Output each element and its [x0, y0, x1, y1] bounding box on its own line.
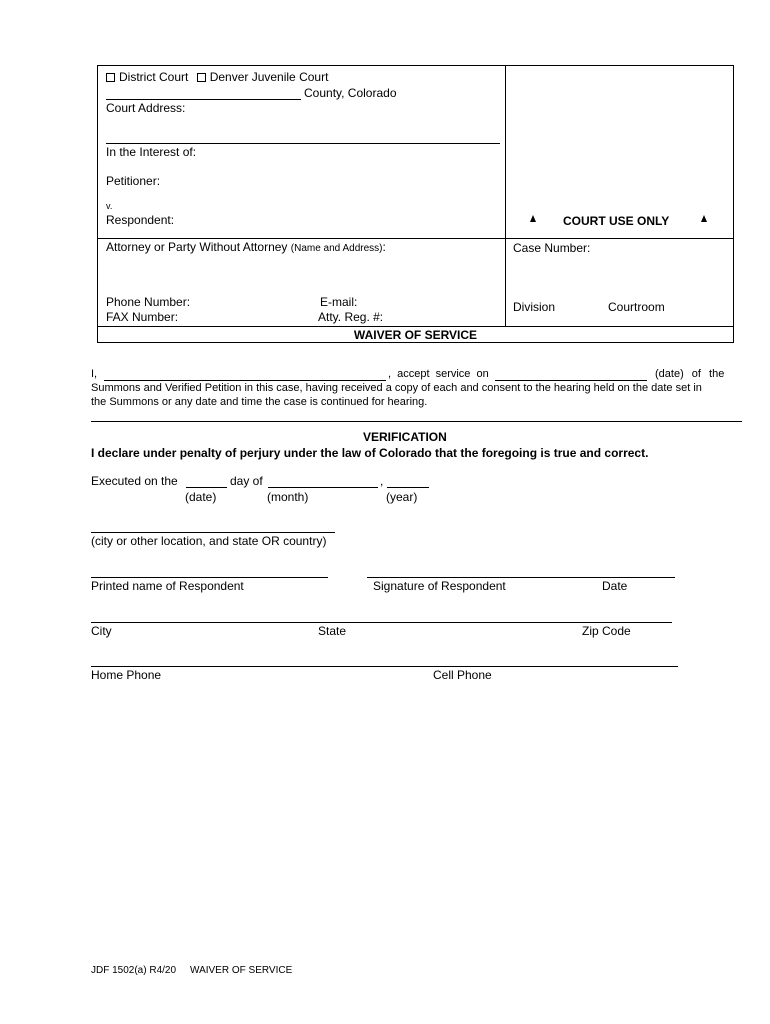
court-address-blank[interactable]	[106, 143, 500, 144]
date-of-the-text: (date) of the	[655, 368, 725, 380]
court-use-only-label: COURT USE ONLY	[563, 214, 670, 228]
signature-blank[interactable]	[367, 577, 675, 578]
date-hint: (date)	[185, 490, 217, 504]
fax-label: FAX Number:	[106, 310, 179, 324]
verification-declaration: I declare under penalty of perjury under the law of Colorado that the foregoing is true and correct.	[91, 446, 649, 460]
accept-service-text: , accept service on	[388, 368, 489, 380]
attorney-label	[106, 240, 386, 254]
year-hint: (year)	[386, 490, 418, 504]
county-label: County, Colorado	[304, 86, 397, 100]
case-number-label: Case Number:	[513, 241, 591, 255]
executed-on-label: Executed on the	[91, 474, 178, 488]
printed-name-label: Printed name of Respondent	[91, 579, 244, 593]
district-court-checkbox[interactable]	[106, 73, 115, 82]
caption-divider-title	[97, 326, 734, 327]
attorney-hint: (Name and Address)	[290, 243, 383, 254]
executed-year-blank[interactable]	[387, 487, 429, 488]
district-court-label: District Court	[119, 70, 189, 84]
executed-date-blank[interactable]	[186, 487, 227, 488]
interest-of-label: In the Interest of:	[106, 145, 197, 159]
arrow-up-icon	[530, 215, 536, 222]
signature-label: Signature of Respondent	[373, 579, 506, 593]
county-name-blank[interactable]	[106, 99, 301, 100]
footer-form-id: JDF 1502(a) R4/20	[91, 965, 177, 976]
form-title: WAIVER OF SERVICE	[353, 328, 478, 342]
court-address-label: Court Address:	[106, 101, 186, 115]
waiver-line-3: the Summons or any date and time the case is continued for hearing.	[91, 396, 428, 408]
atty-reg-label: Atty. Reg. #:	[318, 310, 384, 324]
printed-name-blank[interactable]	[91, 577, 328, 578]
courtroom-label: Courtroom	[608, 300, 665, 314]
attorney-colon: :	[382, 240, 386, 254]
respondent-name-blank[interactable]	[104, 380, 386, 381]
attorney-label-text: Attorney or Party Without Attorney	[106, 240, 288, 254]
section-divider	[91, 421, 742, 422]
waiver-i-label: I,	[91, 368, 98, 380]
court-options	[106, 70, 328, 85]
respondent-label: Respondent:	[106, 213, 175, 227]
petitioner-label: Petitioner:	[106, 174, 161, 188]
verification-title: VERIFICATION	[363, 430, 447, 444]
comma-label: ,	[380, 474, 384, 488]
month-hint: (month)	[267, 490, 309, 504]
state-label: State	[318, 624, 347, 638]
signature-date-label: Date	[602, 579, 628, 593]
cell-phone-label: Cell Phone	[433, 668, 492, 682]
versus-label: v.	[106, 201, 113, 211]
arrow-up-icon	[701, 215, 707, 222]
city-label: City	[91, 624, 112, 638]
home-phone-label: Home Phone	[91, 668, 162, 682]
executed-month-blank[interactable]	[268, 487, 378, 488]
email-label: E-mail:	[320, 295, 358, 309]
denver-juvenile-court-checkbox[interactable]	[197, 73, 206, 82]
denver-juvenile-court-option[interactable]	[197, 70, 329, 84]
zip-code-label: Zip Code	[582, 624, 631, 638]
day-of-label: day of	[230, 474, 263, 488]
waiver-line-2: Summons and Verified Petition in this case, having received a copy of each and consent to the hearing held on the date set in	[91, 382, 702, 394]
phone-blank[interactable]	[91, 666, 678, 667]
address-blank[interactable]	[91, 622, 672, 623]
denver-juvenile-court-label: Denver Juvenile Court	[209, 70, 329, 84]
division-label: Division	[513, 300, 556, 314]
phone-label: Phone Number:	[106, 295, 191, 309]
service-date-blank[interactable]	[495, 380, 647, 381]
caption-divider-attorney	[97, 238, 734, 239]
location-blank[interactable]	[91, 532, 335, 533]
district-court-option[interactable]	[106, 70, 188, 84]
footer-form-name: WAIVER OF SERVICE	[190, 965, 293, 976]
location-label: (city or other location, and state OR country)	[91, 534, 327, 548]
caption-divider-vertical	[505, 65, 506, 326]
